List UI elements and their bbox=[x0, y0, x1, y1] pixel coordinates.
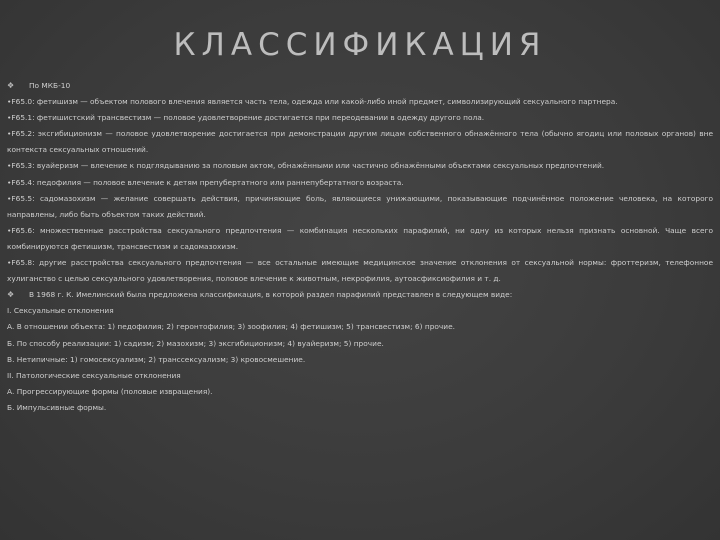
list-item bbox=[7, 255, 713, 287]
list-item bbox=[7, 191, 713, 223]
second-intro-text: В 1968 г. К. Имелинский была предложена классификация, в которой раздел парафилий представлен в следующем виде: bbox=[29, 290, 513, 300]
list-item-text: F65.0: фетишизм — объектом полового влечения является часть тела, одежда или какой-либо иной предмет, символизирующий сексуального партнера. bbox=[11, 97, 618, 107]
list-item bbox=[7, 126, 713, 158]
bullet-dot: • bbox=[7, 97, 12, 107]
classification-line: В. Нетипичные: 1) гомосексуализм; 2) транссексуализм; 3) кровосмешение. bbox=[7, 354, 306, 364]
bullet-dot: • bbox=[7, 161, 12, 171]
list-item bbox=[7, 158, 713, 174]
bullet-dot: • bbox=[7, 177, 12, 187]
second-intro-line bbox=[7, 287, 713, 303]
bullet-dot: • bbox=[7, 225, 12, 235]
list-item bbox=[7, 175, 713, 191]
intro-text: По МКБ-10 bbox=[29, 81, 71, 90]
diamond-bullet-icon: ❖ bbox=[7, 81, 15, 90]
diamond-bullet-icon: ❖ bbox=[7, 290, 15, 300]
bullet-dot: • bbox=[7, 258, 12, 268]
classification-line: Б. Импульсивные формы. bbox=[7, 402, 107, 412]
bullet-dot: • bbox=[7, 113, 12, 123]
slide-content bbox=[7, 78, 713, 416]
list-item-text: F65.4: педофилия — половое влечение к детям препубертатного или раннепубертатного возраста. bbox=[11, 177, 404, 187]
bullet-dot: • bbox=[7, 193, 12, 203]
classification-line: I. Сексуальные отклонения bbox=[7, 306, 114, 316]
list-item-text: F65.3: вуайеризм — влечение к подглядыванию за половым актом, обнажёнными или частично обнажёнными объектами сексуальных предпочтений. bbox=[11, 161, 605, 171]
list-item-text: F65.1: фетишистский трансвестизм — половое удовлетворение достигается при переодевании в одежду другого пола. bbox=[11, 113, 485, 123]
classification-line: II. Патологические сексуальные отклонения bbox=[7, 370, 181, 380]
list-item bbox=[7, 110, 713, 126]
classification-line: Б. По способу реализации: 1) садизм; 2) мазохизм; 3) эксгибиционизм; 4) вуайеризм; 5) прочие. bbox=[7, 338, 384, 348]
list-item-text: F65.2: эксгибиционизм — половое удовлетворение достигается при демонстрации другим лицам собственного обнажённого тела (обычно ягодиц или половых органов) вне контекста сексуальных отношений. bbox=[7, 129, 713, 155]
list-item-text: F65.6: множественные расстройства сексуального предпочтения — комбинация нескольких парафилий, ни одну из которых нельзя признать основной. Чаще всего комбинируются фетишизм, трансвестизм и садомазохизм. bbox=[7, 225, 713, 251]
slide-title: КЛАССИФИКАЦИЯ bbox=[173, 27, 547, 63]
classification-line: А. Прогрессирующие формы (половые извращения). bbox=[7, 386, 213, 396]
list-item bbox=[7, 94, 713, 110]
bullet-dot: • bbox=[7, 129, 12, 139]
list-item-text: F65.8: другие расстройства сексуального предпочтения — все остальные имеющие медицинское значение отклонения от сексуальной нормы: фроттеризм, телефонное хулиганство с целью сексуального удовлетворения, половое влечение к животным, некрофилия, аутоасфиксиофилия и т. д. bbox=[7, 258, 713, 284]
list-item-text: F65.5: садомазохизм — желание совершать действия, причиняющие боль, являющиеся унижающими, показывающие подчинённое положение человека, на которого направлены, либо быть объектом таких действий. bbox=[7, 193, 713, 219]
classification-line: А. В отношении объекта: 1) педофилия; 2) геронтофилия; 3) зоофилия; 4) фетишизм; 5) трансвестизм; 6) прочие. bbox=[7, 322, 455, 332]
list-item bbox=[7, 223, 713, 255]
intro-line bbox=[7, 78, 713, 94]
